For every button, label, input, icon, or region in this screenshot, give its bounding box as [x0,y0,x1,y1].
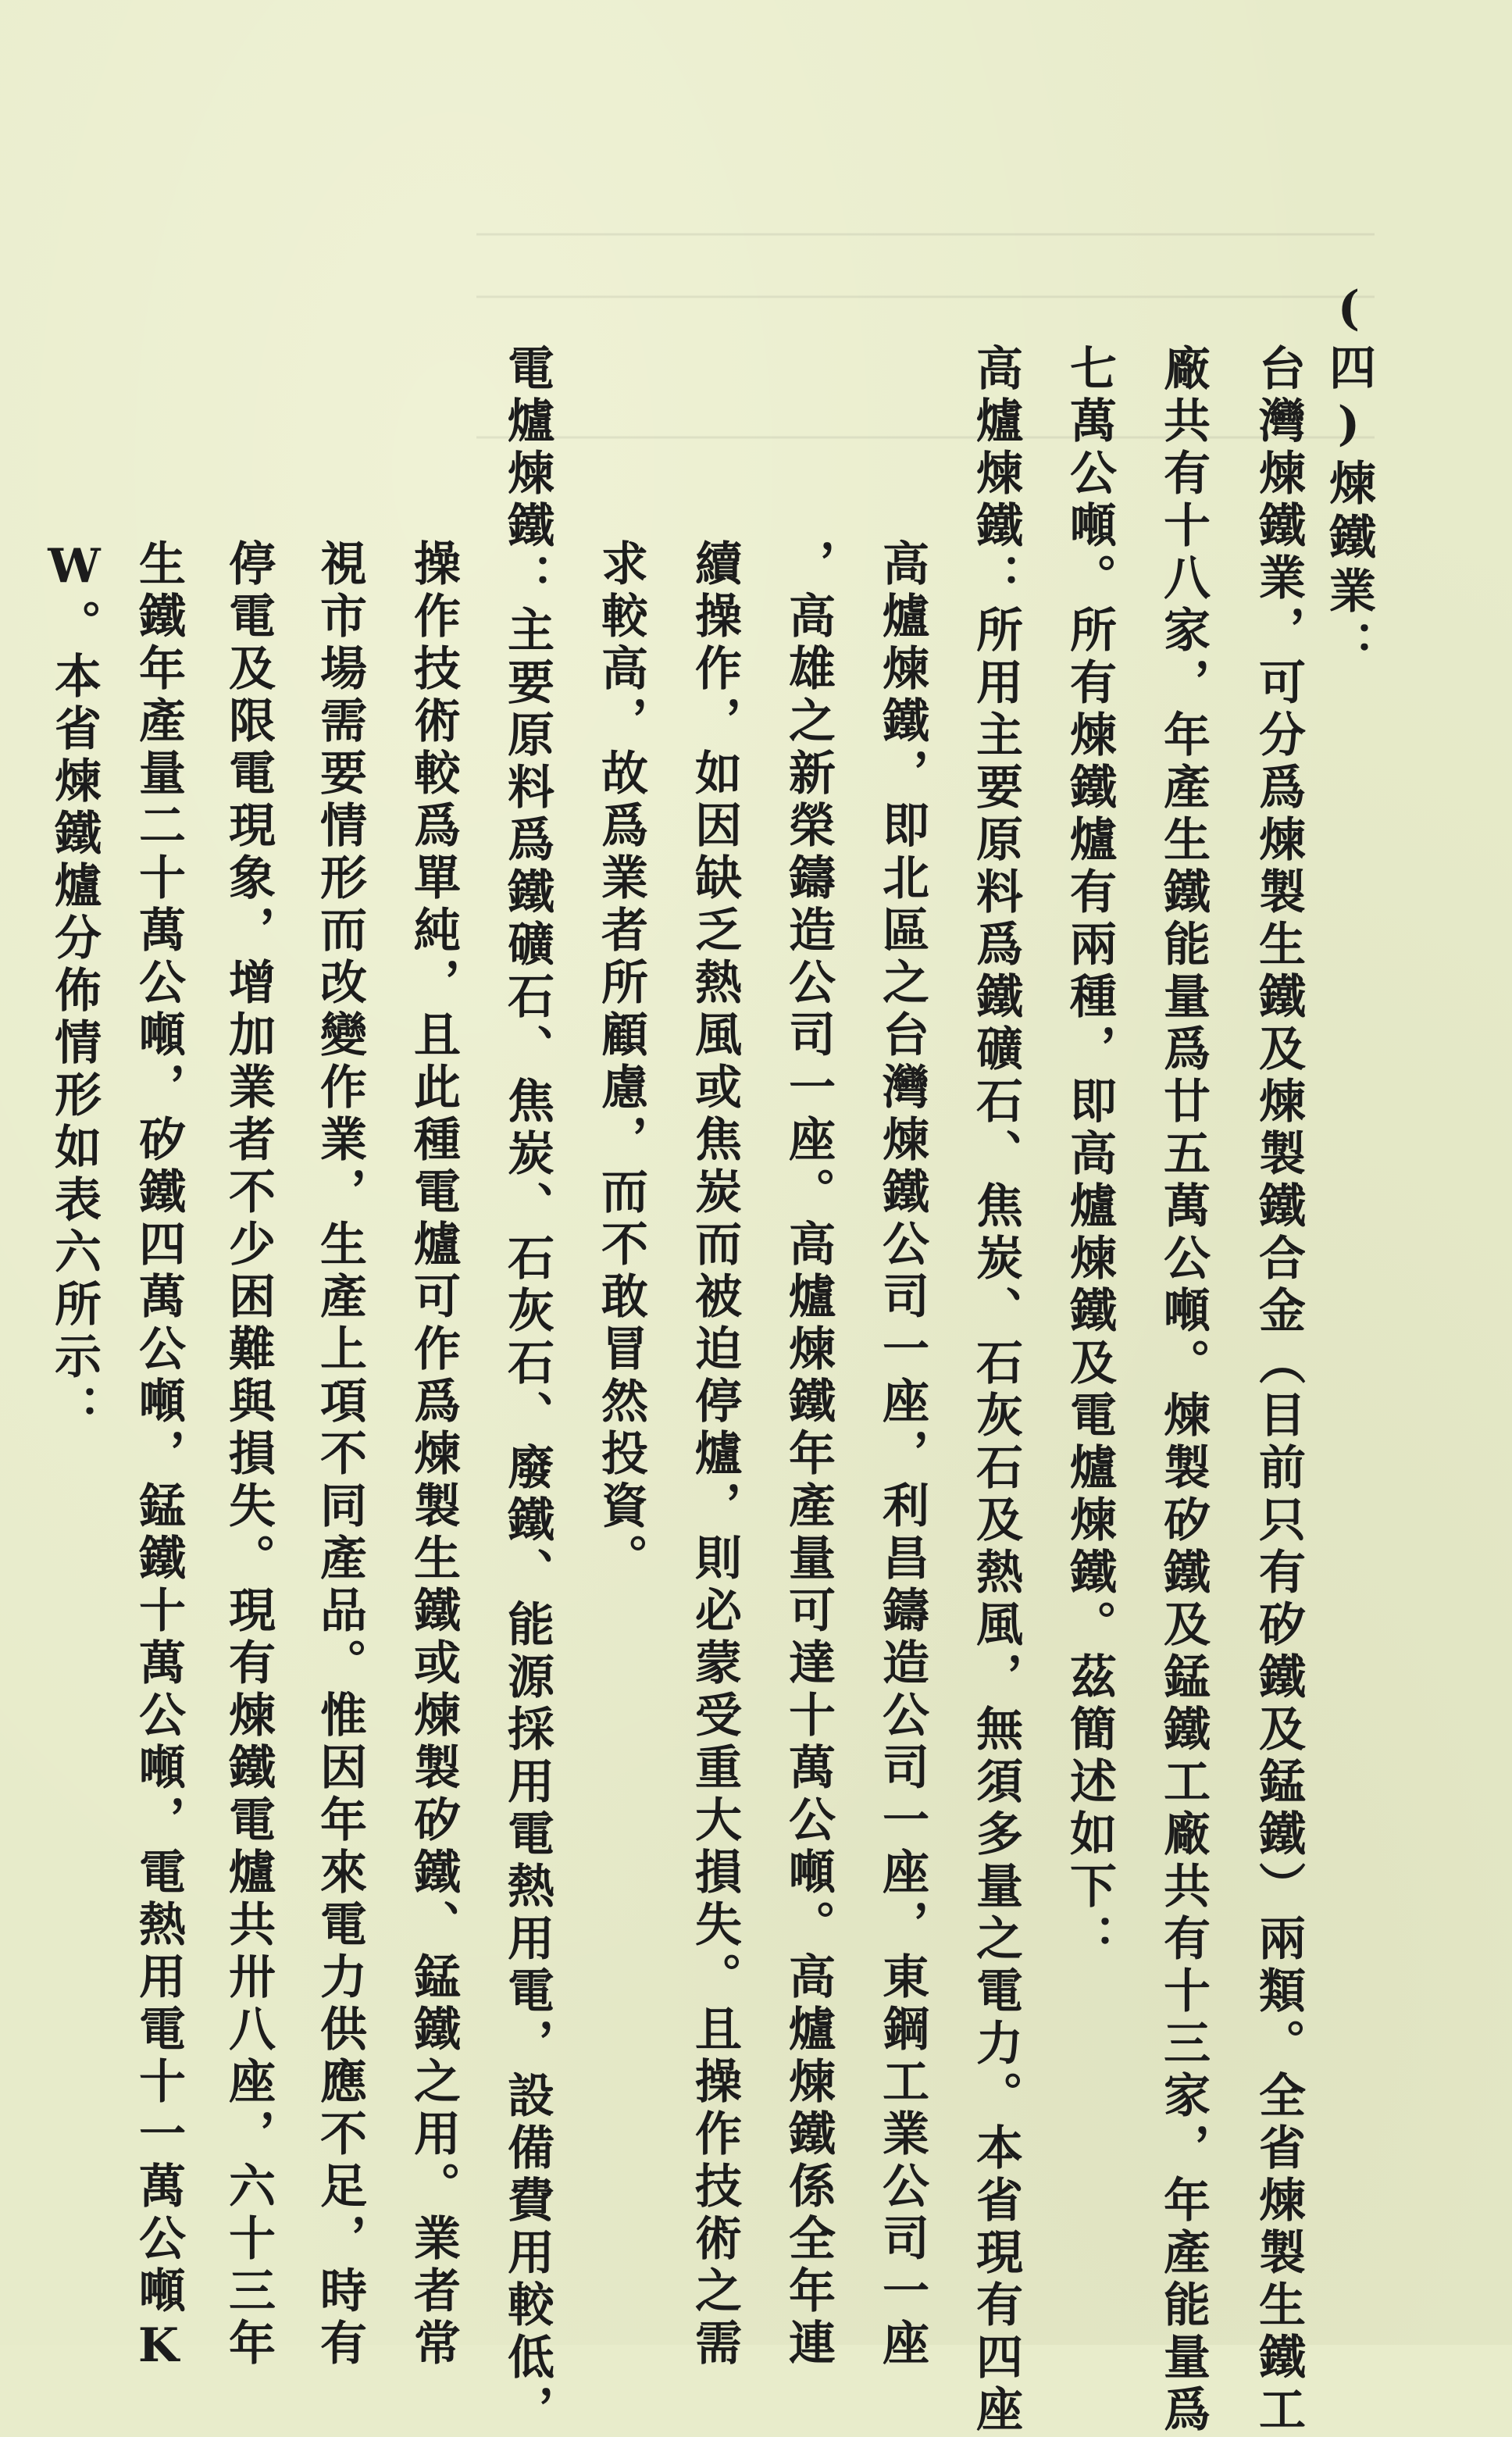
text-column-1: 台灣煉鐵業，可分爲煉製生鐵及煉製鐵合金（目前只有矽鐵及錳鐵）兩類。全省煉製生鐵工 [1251,344,1306,2437]
text-column-3: 七萬公噸。所有煉鐵爐有兩種，即高爐煉鐵及電爐煉鐵。茲簡述如下： [1062,344,1117,1966]
text-column-4: 高爐煉鐵：所用主要原料爲鐵礦石、焦炭、石灰石及熱風，無須多量之電力。本省現有四座 [968,344,1023,2437]
text-column-13: 生鐵年產量二十萬公噸，矽鐵四萬公噸，錳鐵十萬公噸，電熱用電十一萬公噸K [131,539,186,2378]
text-column-11: 視市場需要情形而改變作業，生產上項不同產品。惟因年來電力供應不足，時有 [312,539,367,2371]
section-heading: (四)煉鐵業： [1321,281,1376,674]
text-column-10: 操作技術較爲單純，且此種電爐可作爲煉製生鐵或煉製矽鐵、錳鐵之用。業者常 [406,539,461,2371]
text-column-7: 續操作，如因缺乏熱風或焦炭而被迫停爐，則必蒙受重大損失。且操作技術之需 [687,539,742,2371]
text-column-9: 電爐煉鐵：主要原料爲鐵礦石、焦炭、石灰石、廢鐵、能源採用電熱用電，設備費用較低， [500,344,555,2437]
text-column-14: W。本省煉鐵爐分佈情形如表六所示： [47,539,102,1436]
text-column-8: 求較高，故爲業者所顧慮，而不敢冒然投資。 [594,539,648,1586]
text-column-2: 廠共有十八家，年產生鐵能量爲廿五萬公噸。煉製矽鐵及錳鐵工廠共有十三家，年產能量爲 [1156,344,1211,2437]
text-column-6: ，高雄之新榮鑄造公司一座。高爐煉鐵年產量可達十萬公噸。高爐煉鐵係全年連 [781,539,836,2371]
text-column-5: 高爐煉鐵，即北區之台灣煉鐵公司一座，利昌鑄造公司一座，東鋼工業公司一座 [875,539,929,2371]
text-column-12: 停電及限電現象，增加業者不少困難與損失。現有煉鐵電爐共卅八座，六十三年 [221,539,276,2371]
